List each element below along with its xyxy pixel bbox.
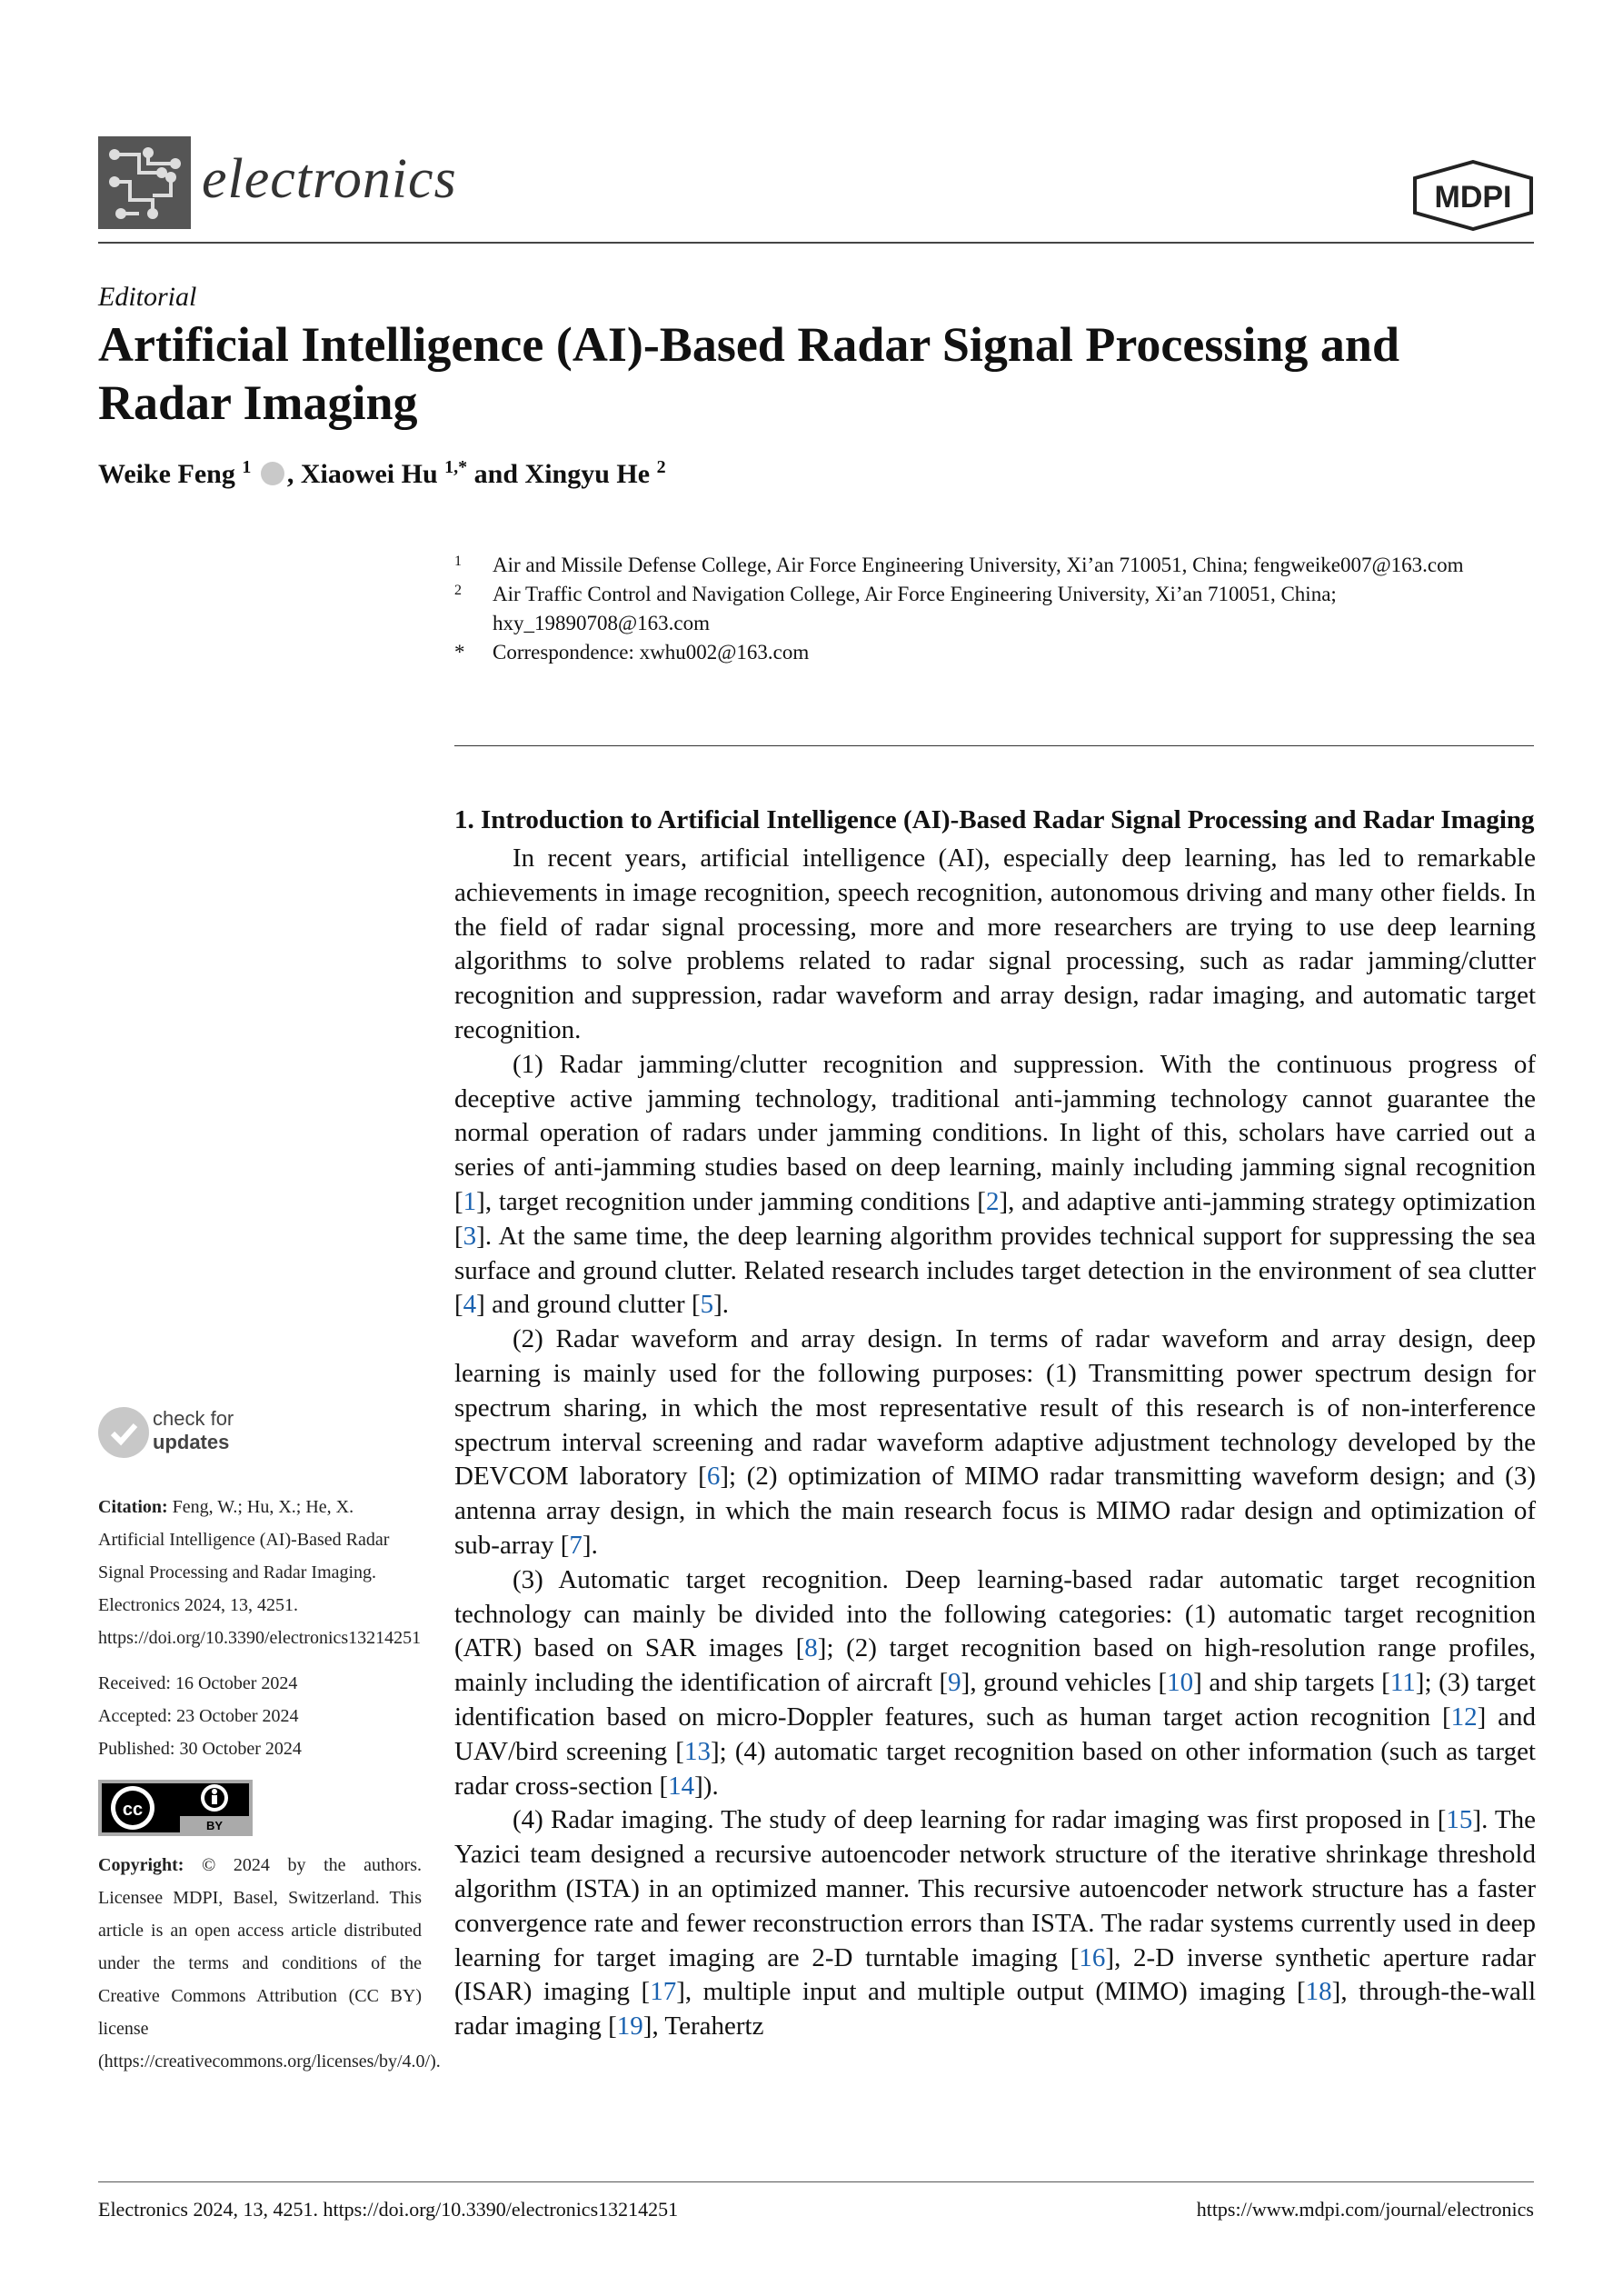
article-type: Editorial	[98, 282, 197, 312]
accepted-date: Accepted: 23 October 2024	[98, 1706, 299, 1726]
reference-link[interactable]: 15	[1446, 1805, 1473, 1835]
reference-link[interactable]: 9	[948, 1668, 961, 1698]
affiliation-item	[454, 551, 1536, 580]
reference-link[interactable]: 3	[463, 1221, 477, 1251]
cc-by-license-badge[interactable]	[98, 1780, 253, 1836]
reference-link[interactable]: 6	[706, 1462, 721, 1492]
author-affiliation-marker: 1,*	[444, 457, 468, 477]
reference-link[interactable]: 14	[668, 1771, 695, 1801]
author-list: Weike Feng $^1$ , Xiaowei Hu $^{1,*}$ and Xingyu He $^2$	[98, 457, 666, 489]
paragraph: In recent years, artificial intelligence (AI), especially deep learning, has led to remarkable achievements in image recognition, speech recognition, autonomous driving and many other fields. In the field of radar signal processing, more and more researchers are trying to use deep learning algorithms to solve problems related to radar signal processing, such as radar jamming/clutter recognition and suppression, radar waveform and array design, radar imaging, and automatic target recognition.	[454, 844, 1536, 1044]
reference-link[interactable]: 13	[683, 1736, 711, 1766]
citation-text: Feng, W.; Hu, X.; He, X. Artificial Intelligence (AI)-Based Radar Signal Processing and Radar Imaging. Electronics 2024, 13, 4251. https://doi.org/10.3390/electronics13214251	[98, 1497, 422, 1648]
affiliation-text: Air and Missile Defense College, Air Force Engineering University, Xi’an 710051, China; fengweike007@163.com	[493, 554, 1464, 576]
author-name: Xiaowei Hu	[300, 459, 438, 489]
orcid-icon[interactable]	[261, 462, 284, 485]
affiliation-text: Air Traffic Control and Navigation College, Air Force Engineering University, Xi’an 710051, China; hxy_19890708@163.com	[493, 583, 1337, 634]
copyright-label: Copyright:	[98, 1855, 184, 1875]
author-affiliation-marker: 1	[242, 457, 252, 477]
received-date: Received: 16 October 2024	[98, 1673, 298, 1693]
affiliation-marker: *	[454, 641, 465, 664]
reference-link[interactable]: 11	[1389, 1668, 1416, 1698]
cc-badge-text: cc	[122, 1800, 144, 1820]
affiliation-marker: 1	[454, 554, 462, 569]
correspondence-text: Correspondence: xwhu002@163.com	[493, 641, 810, 664]
citation-label: Citation:	[98, 1497, 168, 1517]
author-affiliation-marker: 2	[656, 457, 666, 477]
check-updates-label[interactable]: check for	[153, 1407, 234, 1430]
reference-link[interactable]: 12	[1450, 1702, 1478, 1732]
reference-link[interactable]: 18	[1305, 1977, 1332, 2007]
journal-logo-icon	[98, 136, 191, 229]
affiliation-item	[454, 580, 1536, 638]
mdpi-logo	[1410, 160, 1536, 231]
paragraph: (3) Automatic target recognition. Deep learning-based radar automatic target recognition technology can mainly be divided into the following categories: (1) automatic target recognition (ATR) based on SAR images [8]; (2) target recognition based on high-resolution range profiles, mainly including the identification of aircraft [9], ground vehicles [10] and ship targets [11]; (3) target identification based on micro-Doppler features, such as human target action recognition [12] and UAV/bird screening [13]; (4) automatic target recognition based on other information (such as target radar cross-section [14]).	[454, 1564, 1537, 1801]
footer-rule	[98, 2181, 1534, 2182]
reference-link[interactable]: 5	[700, 1290, 714, 1320]
article-body	[454, 805, 1536, 2044]
journal-name: electronics	[202, 148, 457, 210]
copyright-text: © 2024 by the authors. Licensee MDPI, Basel, Switzerland. This article is an open access article distributed under the terms and conditions of the Creative Commons Attribution (CC BY) license (https://creativecommons.org/licenses/by/4.0/).	[98, 1855, 441, 2071]
affiliation-item	[454, 638, 1536, 667]
reference-link[interactable]: 19	[616, 2011, 643, 2041]
citation-block	[98, 1491, 422, 1654]
reference-link[interactable]: 17	[650, 1977, 677, 2007]
published-date: Published: 30 October 2024	[98, 1739, 302, 1759]
paragraph: (4) Radar imaging. The study of deep learning for radar imaging was first proposed in [15]. The Yazici team designed a recursive autoencoder network structure of the iterative shrinkage threshold algorithm (ISTA) in an optimized manner. This recursive autoencoder network structure has a faster convergence rate and fewer reconstruction errors than ISTA. The radar systems currently used in deep learning for target imaging are 2-D turntable imaging [16], 2-D inverse synthetic aperture radar (ISAR) imaging [17], multiple input and multiple output (MIMO) imaging [18], through-the-wall radar imaging [19], Terahertz	[454, 1805, 1537, 2041]
affiliation-rule	[454, 745, 1534, 746]
copyright-block	[98, 1849, 441, 2078]
paragraph: (1) Radar jamming/clutter recognition and suppression. With the continuous progress of deceptive active jamming technology, traditional anti-jamming technology cannot guarantee the normal operation of radars under jamming conditions. In light of this, scholars have carried out a series of anti-jamming studies based on deep learning, mainly including jamming signal recognition [1], target recognition under jamming conditions [2], and adaptive anti-jamming strategy optimization [3]. At the same time, the deep learning algorithm provides technical support for suppressing the sea surface and ground clutter. Related research includes target detection in the environment of sea clutter [4] and ground clutter [5].	[454, 1049, 1536, 1320]
header-rule	[98, 242, 1534, 244]
reference-link[interactable]: 8	[804, 1633, 818, 1663]
article-title: Artificial Intelligence (AI)-Based Radar Signal Processing and Radar Imaging	[98, 317, 1399, 430]
reference-link[interactable]: 10	[1167, 1668, 1194, 1698]
section-heading: 1. Introduction to Artificial Intelligence (AI)-Based Radar Signal Processing and Radar Imaging	[454, 805, 1535, 834]
check-for-updates-icon[interactable]	[98, 1407, 149, 1458]
mdpi-logo-text: MDPI	[1434, 180, 1512, 215]
reference-link[interactable]: 7	[569, 1530, 582, 1560]
reference-link[interactable]: 1	[463, 1186, 477, 1216]
author-name: Weike Feng	[98, 459, 235, 489]
check-updates-label-bold[interactable]: updates	[153, 1431, 230, 1453]
footer-citation: Electronics 2024, 13, 4251. https://doi.org/10.3390/electronics13214251	[98, 2198, 679, 2221]
affiliation-marker: 2	[454, 583, 462, 598]
article-info-sidebar	[98, 1491, 441, 2078]
author-name: Xingyu He	[524, 459, 651, 489]
reference-link[interactable]: 2	[985, 1186, 1000, 1216]
affiliations	[454, 551, 1536, 667]
paragraph: (2) Radar waveform and array design. In terms of radar waveform and array design, deep learning is mainly used for the following purposes: (1) Transmitting power spectrum design for spectrum sharing, in which the most representative result of this research is of non-interference spectrum interval screening and radar waveform adaptive adjustment technology developed by the DEVCOM laboratory [6]; (2) optimization of MIMO radar transmitting waveform design; and (3) antenna array design, in which the main research focus is MIMO radar design and optimization of sub-array [7].	[454, 1324, 1536, 1560]
by-badge-text: BY	[205, 1819, 224, 1832]
reference-link[interactable]: 16	[1079, 1942, 1106, 1972]
reference-link[interactable]: 4	[463, 1290, 477, 1320]
footer-journal-url[interactable]: https://www.mdpi.com/journal/electronics	[1196, 2198, 1534, 2221]
